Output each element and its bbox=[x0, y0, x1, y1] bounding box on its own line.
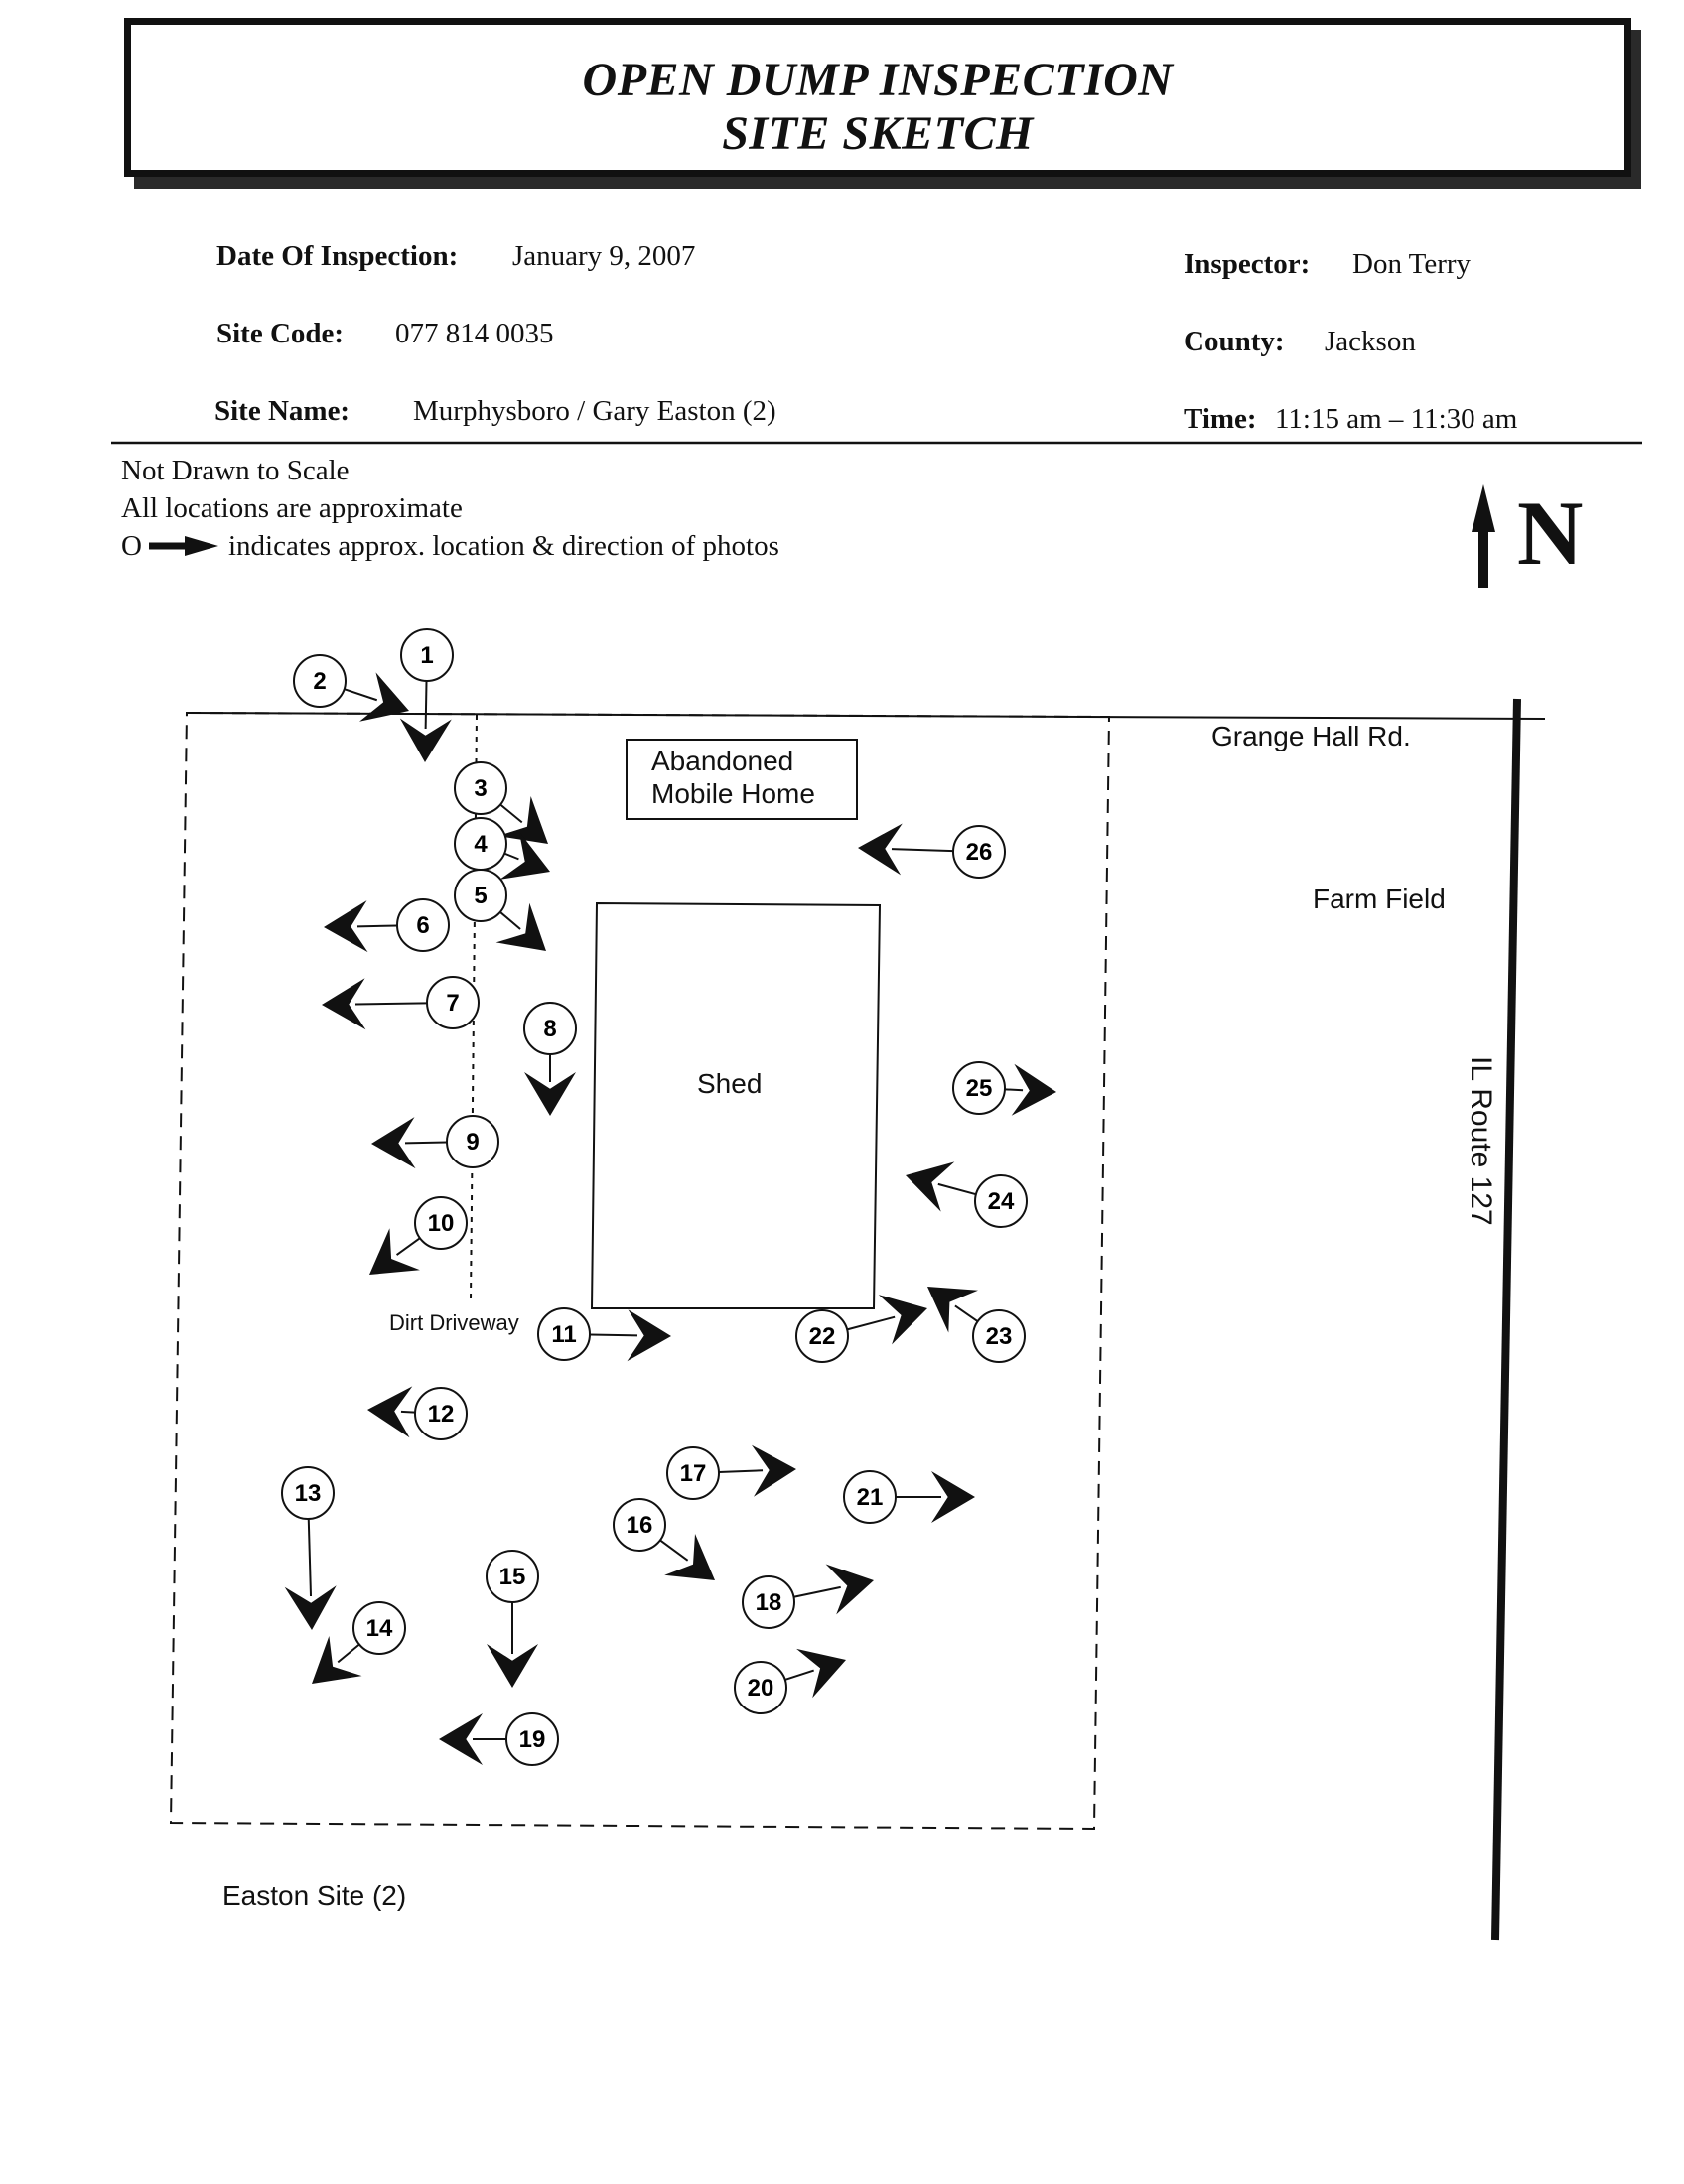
photo-number: 8 bbox=[543, 1016, 557, 1042]
note-photos-prefix: O bbox=[121, 530, 142, 562]
note-scale: Not Drawn to Scale bbox=[121, 455, 350, 486]
shed-label: Shed bbox=[697, 1068, 763, 1099]
photo-number: 18 bbox=[755, 1589, 782, 1616]
time-label: Time: bbox=[1184, 403, 1257, 435]
property-boundary bbox=[171, 713, 1109, 1829]
site-code-label: Site Code: bbox=[216, 318, 345, 349]
photo-connector bbox=[405, 1143, 447, 1144]
form-subtitle: SITE SKETCH bbox=[722, 107, 1034, 160]
photo-connector bbox=[793, 1587, 840, 1597]
photo-marker-25 bbox=[953, 1062, 1056, 1116]
photo-marker-14 bbox=[312, 1602, 405, 1684]
photo-number: 3 bbox=[474, 775, 488, 802]
photo-marker-1 bbox=[400, 629, 453, 762]
site-label: Easton Site (2) bbox=[222, 1880, 407, 1911]
photo-number: 4 bbox=[474, 831, 488, 858]
form-title: OPEN DUMP INSPECTION bbox=[582, 54, 1174, 106]
county-value: Jackson bbox=[1325, 326, 1416, 357]
photo-arrow-icon bbox=[369, 1228, 420, 1275]
photo-number: 2 bbox=[313, 668, 327, 695]
photo-marker-23 bbox=[927, 1287, 1025, 1362]
photo-number: 11 bbox=[551, 1321, 577, 1348]
photo-number: 21 bbox=[856, 1484, 884, 1511]
photo-number: 6 bbox=[416, 912, 430, 939]
site-name-label: Site Name: bbox=[214, 395, 351, 427]
photo-number: 9 bbox=[466, 1129, 480, 1156]
north-label: N bbox=[1517, 482, 1584, 584]
site-name-value: Murphysboro / Gary Easton (2) bbox=[413, 395, 776, 427]
photo-markers bbox=[282, 629, 1056, 1765]
photo-arrow-icon bbox=[312, 1636, 362, 1684]
photo-marker-17 bbox=[667, 1445, 796, 1499]
time-value: 11:15 am – 11:30 am bbox=[1275, 403, 1518, 435]
photo-arrow-icon bbox=[664, 1534, 715, 1580]
legend-arrow-icon bbox=[149, 536, 218, 556]
photo-marker-9 bbox=[371, 1116, 498, 1168]
photo-marker-15 bbox=[487, 1551, 538, 1688]
photo-marker-18 bbox=[743, 1565, 874, 1629]
photo-connector bbox=[1005, 1089, 1023, 1090]
photo-connector bbox=[500, 912, 520, 929]
photo-marker-5 bbox=[455, 870, 546, 951]
photo-arrow-icon bbox=[496, 903, 546, 951]
photo-connector bbox=[338, 1645, 359, 1663]
photo-marker-22 bbox=[796, 1295, 927, 1362]
photo-connector bbox=[938, 1184, 976, 1194]
route-127-label: IL Route 127 bbox=[1465, 1056, 1497, 1226]
photo-marker-16 bbox=[614, 1499, 715, 1580]
photo-connector bbox=[892, 849, 953, 851]
photo-marker-24 bbox=[906, 1161, 1027, 1227]
photo-marker-19 bbox=[439, 1713, 558, 1765]
photo-connector bbox=[719, 1470, 763, 1472]
photo-number: 26 bbox=[965, 839, 993, 866]
date-value: January 9, 2007 bbox=[512, 240, 696, 272]
photo-marker-21 bbox=[844, 1471, 975, 1523]
photo-connector bbox=[345, 689, 377, 700]
photo-number: 25 bbox=[965, 1075, 993, 1102]
note-photos: indicates approx. location & direction of photos bbox=[228, 530, 779, 562]
photo-connector bbox=[955, 1305, 978, 1321]
photo-connector bbox=[504, 854, 518, 860]
farm-field-label: Farm Field bbox=[1313, 884, 1446, 914]
photo-number: 23 bbox=[985, 1323, 1013, 1350]
photo-number: 17 bbox=[679, 1460, 707, 1487]
photo-number: 14 bbox=[365, 1615, 393, 1642]
inspector-label: Inspector: bbox=[1184, 248, 1311, 280]
photo-number: 24 bbox=[987, 1188, 1015, 1215]
date-label: Date Of Inspection: bbox=[216, 240, 459, 272]
photo-connector bbox=[785, 1671, 814, 1680]
photo-marker-6 bbox=[324, 899, 449, 952]
photo-number: 12 bbox=[427, 1401, 455, 1428]
photo-arrow-icon bbox=[927, 1287, 978, 1333]
photo-number: 1 bbox=[420, 642, 434, 669]
photo-number: 19 bbox=[518, 1726, 546, 1753]
photo-marker-2 bbox=[294, 655, 409, 722]
photo-marker-26 bbox=[858, 824, 1005, 879]
photo-connector bbox=[660, 1540, 688, 1560]
photo-connector bbox=[357, 926, 397, 927]
county-label: County: bbox=[1184, 326, 1285, 357]
photo-connector bbox=[500, 805, 522, 823]
il-route-127 bbox=[1495, 699, 1517, 1940]
photo-marker-7 bbox=[322, 977, 479, 1029]
photo-number: 10 bbox=[427, 1210, 455, 1237]
photo-marker-8 bbox=[524, 1003, 576, 1116]
photo-number: 16 bbox=[626, 1512, 653, 1539]
photo-marker-11 bbox=[538, 1308, 671, 1361]
photo-number: 13 bbox=[294, 1480, 322, 1507]
photo-number: 5 bbox=[474, 883, 488, 909]
photo-marker-20 bbox=[735, 1649, 846, 1713]
photo-connector bbox=[355, 1003, 427, 1004]
photo-marker-10 bbox=[369, 1197, 467, 1275]
photo-connector bbox=[590, 1334, 637, 1335]
photo-marker-12 bbox=[367, 1386, 467, 1439]
photo-number: 20 bbox=[747, 1675, 774, 1702]
north-arrow-icon bbox=[1472, 484, 1495, 588]
photo-connector bbox=[426, 681, 427, 729]
abandoned-line2: Mobile Home bbox=[651, 778, 815, 809]
photo-connector bbox=[309, 1519, 311, 1596]
site-code-value: 077 814 0035 bbox=[395, 318, 554, 349]
photo-number: 22 bbox=[808, 1323, 836, 1350]
photo-number: 15 bbox=[498, 1564, 526, 1590]
driveway-label: Dirt Driveway bbox=[389, 1310, 519, 1335]
photo-connector bbox=[847, 1317, 895, 1330]
photo-number: 7 bbox=[446, 990, 460, 1017]
photo-connector bbox=[397, 1238, 420, 1255]
grange-road-label: Grange Hall Rd. bbox=[1211, 721, 1411, 751]
photo-marker-13 bbox=[282, 1467, 337, 1630]
abandoned-line1: Abandoned bbox=[651, 746, 794, 776]
note-approximate: All locations are approximate bbox=[121, 492, 463, 524]
photo-connector bbox=[401, 1412, 415, 1413]
shed-building bbox=[592, 903, 880, 1308]
inspector-value: Don Terry bbox=[1352, 248, 1472, 280]
